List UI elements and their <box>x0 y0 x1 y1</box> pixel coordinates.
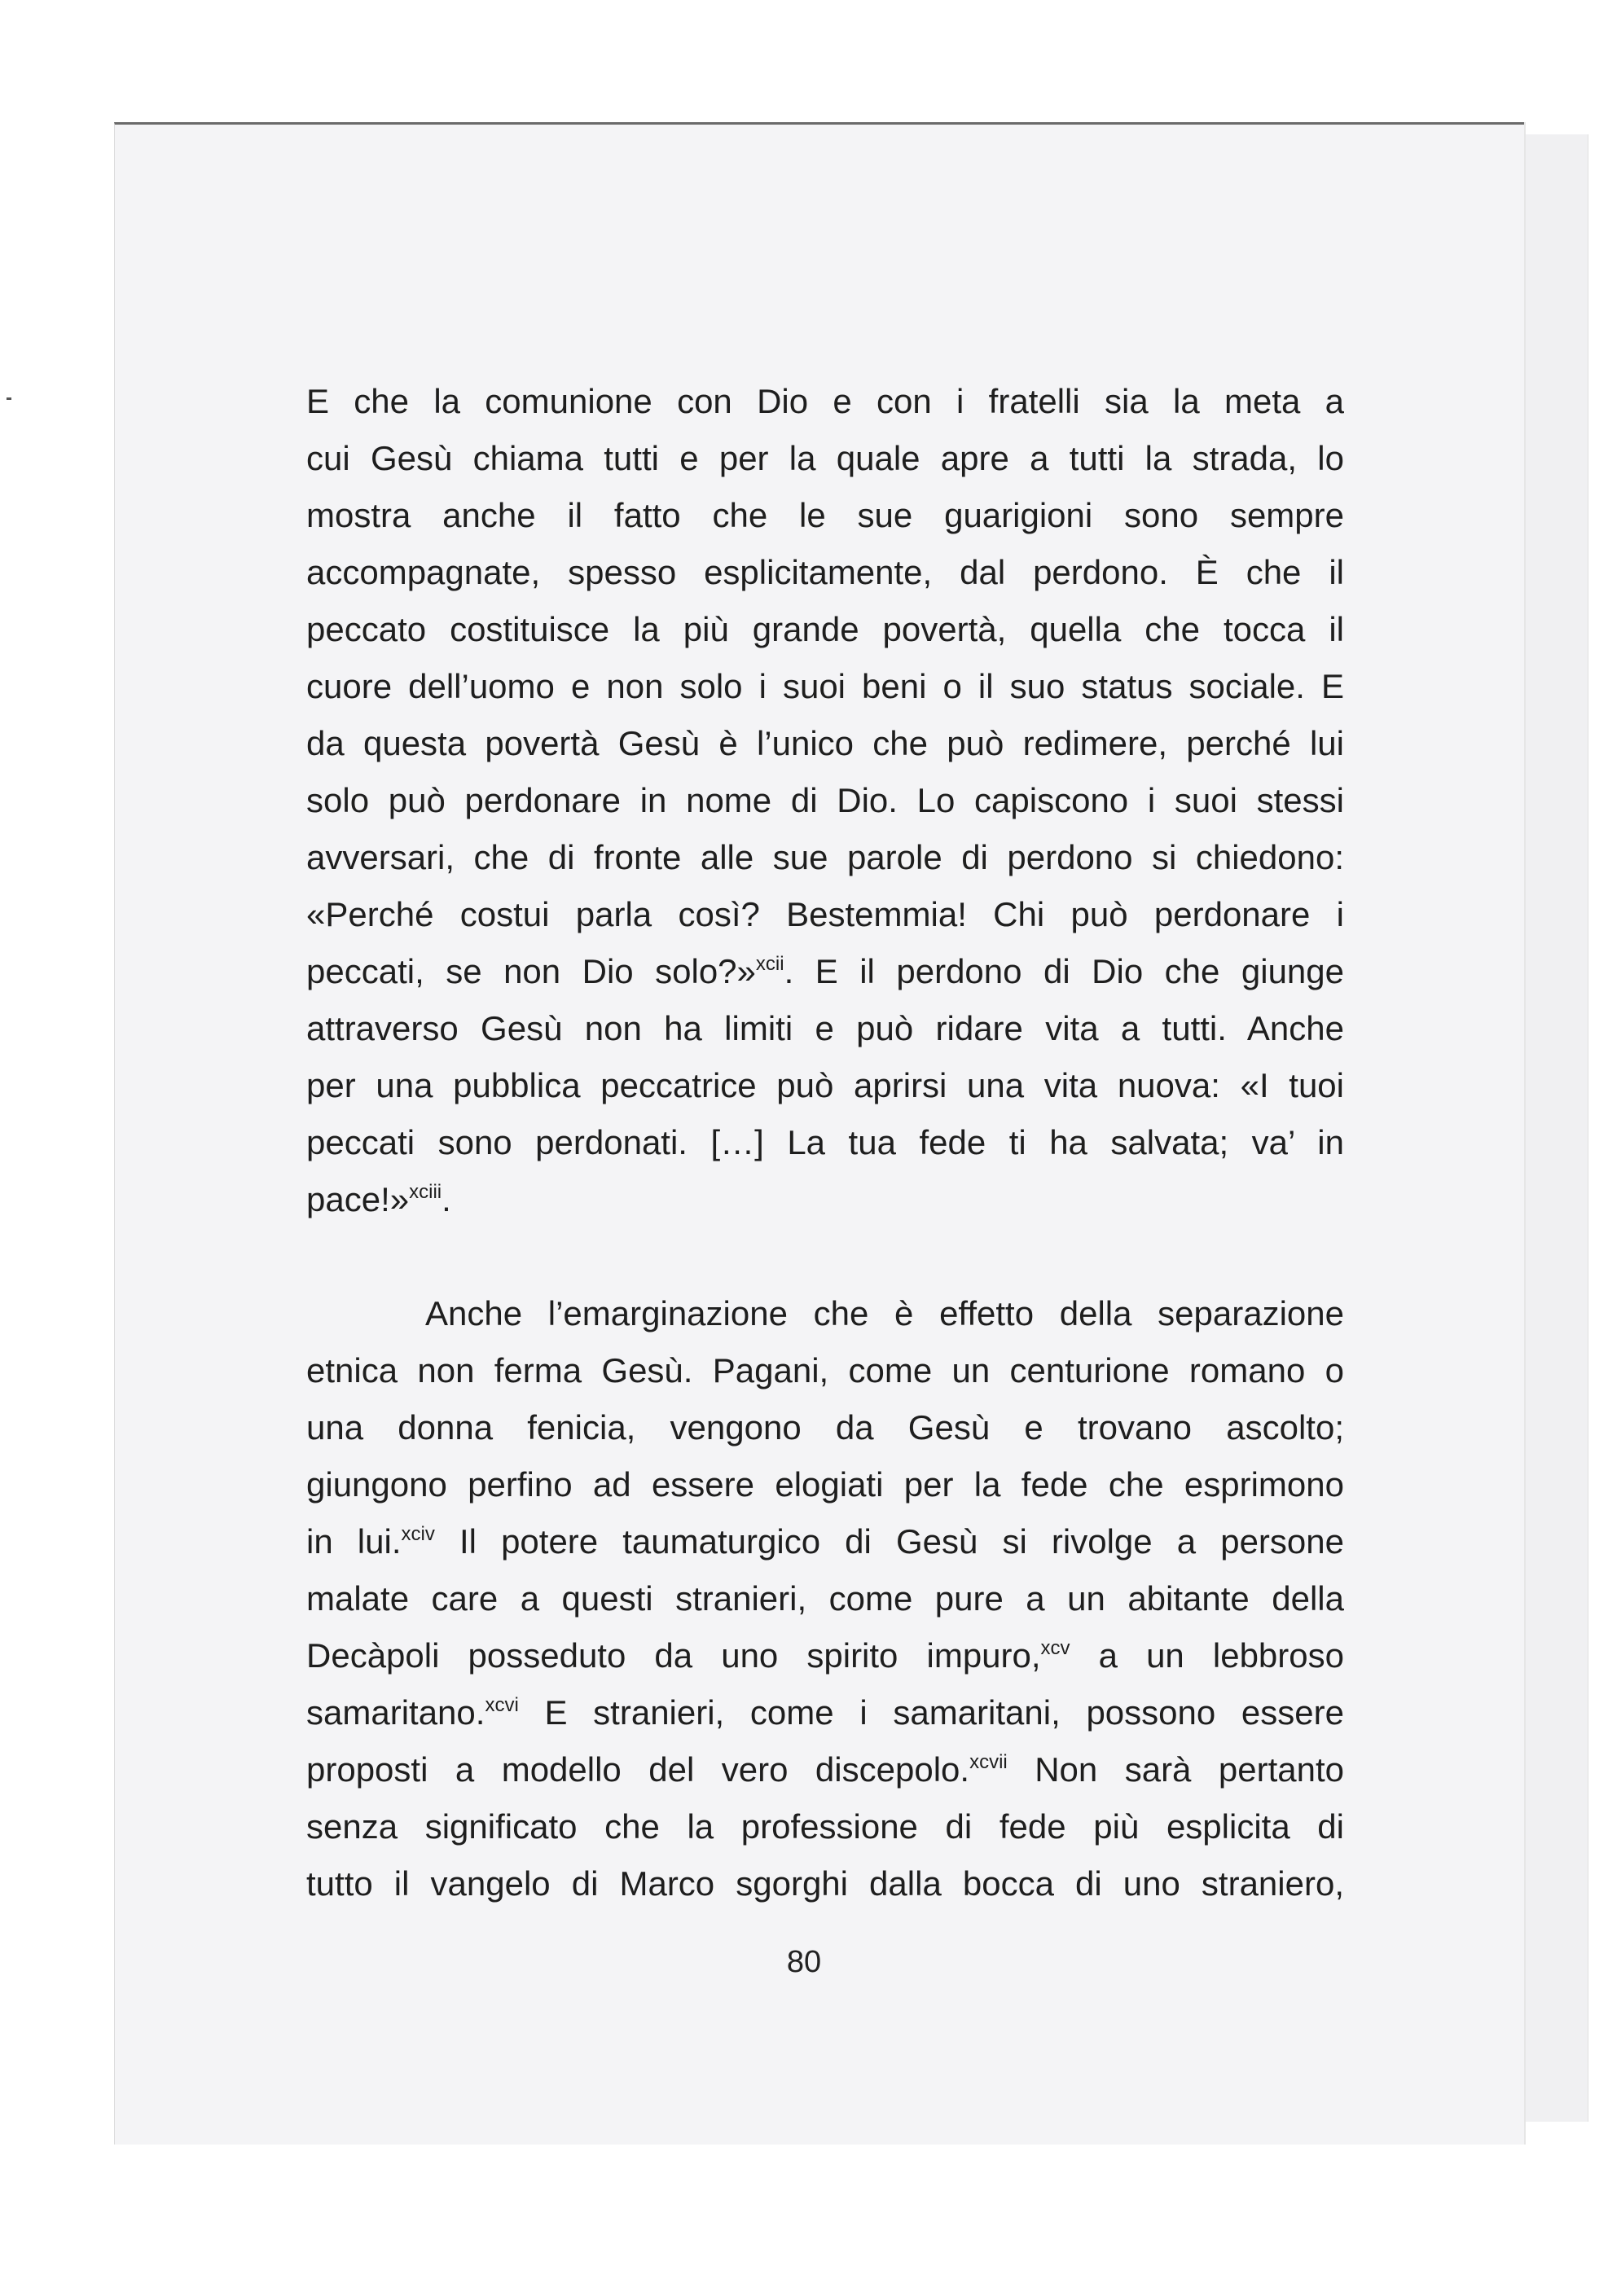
text-line: malate care a questi stranieri, come pure a un abitante della <box>306 1579 1344 1618</box>
text-line <box>306 1741 1344 1798</box>
text-segment: samaritano. <box>306 1693 485 1732</box>
footnote-ref-xciv: xciv <box>401 1523 435 1545</box>
text-line: una donna fenicia, vengono da Gesù e trovano ascolto; <box>306 1408 1344 1447</box>
text-line: giungono perfino ad essere elogiati per la fede che esprimono <box>306 1465 1344 1504</box>
text-segment: . E il perdono di Dio che giunge <box>784 952 1344 990</box>
footnote-ref-xcvi: xcvi <box>485 1694 519 1716</box>
text-segment: Il potere taumaturgico di Gesù si rivolge a persone <box>434 1522 1344 1561</box>
text-segment: a un lebbroso <box>1070 1636 1344 1675</box>
text-line: «Perché costui parla così? Bestemmia! Chi può perdonare i <box>306 895 1344 933</box>
text-line: peccato costituisce la più grande povertà, quella che tocca il <box>306 610 1344 648</box>
text-line: Anche l’emarginazione che è effetto della separazione <box>425 1294 1344 1332</box>
text-line <box>306 1627 1344 1684</box>
text-line <box>306 1171 1344 1228</box>
text-segment: peccati, se non Dio solo?» <box>306 952 756 990</box>
text-line <box>306 1513 1344 1570</box>
body-text <box>306 373 1344 1912</box>
footnote-ref-xcii: xcii <box>755 953 784 975</box>
text-segment: pace!» <box>306 1180 410 1218</box>
footnote-ref-xciii: xciii <box>409 1181 442 1203</box>
text-segment: E stranieri, come i samaritani, possono essere <box>518 1693 1344 1732</box>
text-line: per una pubblica peccatrice può aprirsi una vita nuova: «I tuoi <box>306 1066 1344 1104</box>
text-segment: Decàpoli posseduto da uno spirito impuro, <box>306 1636 1041 1675</box>
text-line <box>306 943 1344 1000</box>
text-line <box>306 1684 1344 1741</box>
footnote-ref-xcv: xcv <box>1040 1637 1070 1659</box>
text-segment: Non sarà pertanto <box>1007 1750 1344 1789</box>
text-segment: in lui. <box>306 1522 402 1561</box>
text-line: etnica non ferma Gesù. Pagani, come un centurione romano o <box>306 1351 1344 1389</box>
text-line: accompagnate, spesso esplicitamente, dal perdono. È che il <box>306 553 1344 591</box>
text-line: attraverso Gesù non ha limiti e può ridare vita a tutti. Anche <box>306 1009 1344 1047</box>
text-line: cuore dell’uomo e non solo i suoi beni o il suo status sociale. E <box>306 667 1344 705</box>
text-line: solo può perdonare in nome di Dio. Lo capiscono i suoi stessi <box>306 781 1344 819</box>
text-line: da questa povertà Gesù è l’unico che può redimere, perché lui <box>306 724 1344 762</box>
text-line: peccati sono perdonati. […] La tua fede ti ha salvata; va’ in <box>306 1123 1344 1161</box>
text-line: tutto il vangelo di Marco sgorghi dalla bocca di uno straniero, <box>306 1864 1344 1903</box>
text-line: avversari, che di fronte alle sue parole di perdono si chiedono: <box>306 838 1344 876</box>
footnote-ref-xcvii: xcvii <box>969 1751 1008 1773</box>
text-line: senza significato che la professione di fede più esplicita di <box>306 1807 1344 1846</box>
paragraph-1 <box>306 373 1344 1228</box>
text-segment: . <box>442 1180 451 1218</box>
paragraph-gap <box>306 1228 1344 1285</box>
text-line: mostra anche il fatto che le sue guarigioni sono sempre <box>306 496 1344 534</box>
paragraph-2 <box>306 1285 1344 1912</box>
text-line: cui Gesù chiama tutti e per la quale apre a tutti la strada, lo <box>306 439 1344 477</box>
scan-edge-mark <box>7 397 11 400</box>
underlying-page-edge <box>1522 134 1588 2122</box>
text-segment: proposti a modello del vero discepolo. <box>306 1750 970 1789</box>
text-line: E che la comunione con Dio e con i fratelli sia la meta a <box>306 382 1344 420</box>
page-number: 80 <box>786 1945 822 1979</box>
